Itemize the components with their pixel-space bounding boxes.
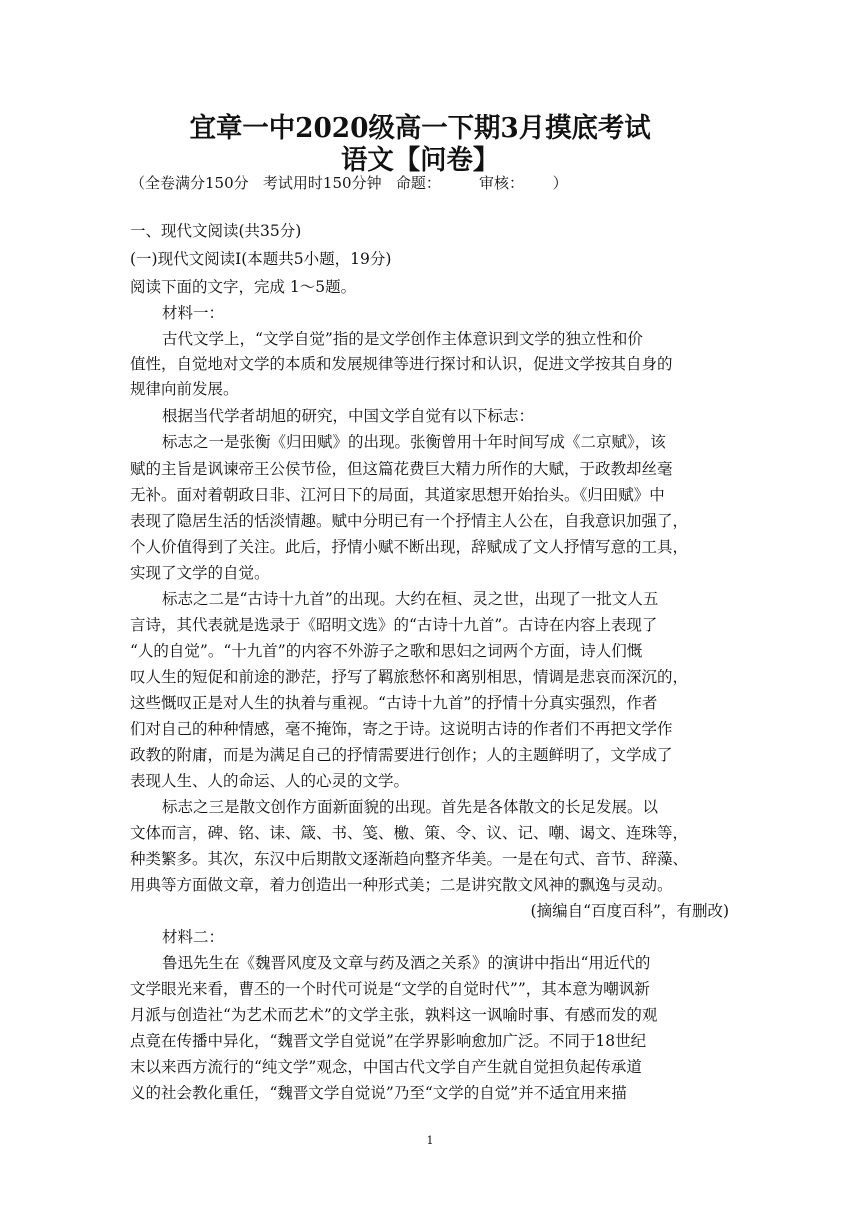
- material-one-line: 规律向前发展。: [130, 380, 239, 398]
- material-one-line: 古代文学上，“文学自觉”指的是文学创作主体意识到文学的独立性和价: [162, 330, 643, 348]
- material-one-line: 根据当代学者胡旭的研究，中国文学自觉有以下标志：: [162, 407, 535, 425]
- material-one-line: 们对自己的种种情感，毫不掩饰，寄之于诗。这说明古诗的作者们不再把文学作: [130, 720, 673, 738]
- material-one-line: 种类繁多。其次，东汉中后期散文逐渐趋向整齐华美。一是在句式、音节、辞藻、: [130, 850, 689, 868]
- material-one-line: 文体而言，碑、铭、诔、箴、书、笺、檄、策、令、议、记、嘲、谒文、连珠等，: [130, 824, 689, 842]
- exam-title: 宜章一中2020级高一下期3月摸底考试: [189, 113, 651, 144]
- source-note: (摘编自“百度百科”，有删改): [530, 902, 729, 920]
- material-one-line: 用典等方面做文章，着力创造出一种形式美；二是讲究散文风神的飘逸与灵动。: [130, 876, 673, 894]
- exam-subject-title: 语文【问卷】: [340, 145, 500, 176]
- material-one-line: 值性，自觉地对文学的本质和发展规律等进行探讨和认识，促进文学按其自身的: [130, 355, 673, 373]
- material-two-line: 义的社会教化重任，“魏晋文学自觉说”乃至“文学的自觉”并不适宜用来描: [130, 1084, 627, 1102]
- material-one-line: 标志之一是张衡《归田赋》的出现。张衡曾用十年时间写成《二京赋》，该: [162, 433, 666, 451]
- page-number: 1: [426, 1134, 434, 1147]
- material-one-line: 表现了隐居生活的恬淡情趣。赋中分明已有一个抒情主人公在，自我意识加强了，: [130, 512, 689, 530]
- exam-info: （全卷满分150分 考试用时150分钟 命题： 审核： ）: [130, 174, 568, 192]
- material-two-line: 月派与创造社“为艺术而艺术”的文学主张，孰料这一讽喻时事、有感而发的观: [130, 1006, 658, 1024]
- material-one-line: 这些慨叹正是对人生的执着与重视。“古诗十九首”的抒情十分真实强烈，作者: [130, 694, 658, 712]
- material-one-line: 叹人生的短促和前途的渺茫，抒写了羁旅愁怀和离别相思，情调是悲哀而深沉的，: [130, 668, 689, 686]
- material-two-line: 文学眼光来看，曹丕的一个时代可说是“文学的自觉时代””，其本意为嘲讽新: [130, 980, 650, 998]
- material-one-label: 材料一：: [162, 304, 225, 322]
- section-heading: 一、现代文阅读(共35分): [130, 222, 302, 240]
- material-one-line: 实现了文学的自觉。: [130, 564, 270, 582]
- material-one-line: 无补。面对着朝政日非、江河日下的局面，其道家思想开始抬头。《归田赋》中: [130, 486, 665, 504]
- material-one-line: 标志之三是散文创作方面新面貌的出现。首先是各体散文的长足发展。以: [162, 798, 659, 816]
- material-one-line: 表现人生、人的命运、人的心灵的文学。: [130, 772, 410, 790]
- material-one-line: 标志之二是“古诗十九首”的出现。大约在桓、灵之世，出现了一批文人五: [162, 590, 659, 608]
- material-one-line: 赋的主旨是讽谏帝王公侯节俭，但这篇花费巨大精力所作的大赋，于政教却丝毫: [130, 460, 673, 478]
- material-two-line: 点竟在传播中异化，“魏晋文学自觉说”在学界影响愈加广泛。不同于18世纪: [130, 1032, 647, 1050]
- reading-instruction: 阅读下面的文字，完成 1～5题。: [130, 278, 357, 296]
- material-one-line: “人的自觉”。“十九首”的内容不外游子之歌和思妇之词两个方面，诗人们慨: [130, 642, 643, 660]
- material-two-line: 末以来西方流行的“纯文学”观念，中国古代文学自产生就自觉担负起传承道: [130, 1058, 642, 1076]
- material-one-line: 个人价值得到了关注。此后，抒情小赋不断出现，辞赋成了文人抒情写意的工具，: [130, 538, 689, 556]
- material-two-label: 材料二：: [162, 928, 225, 946]
- material-one-line: 言诗，其代表就是选录于《昭明文选》的“古诗十九首”。古诗在内容上表现了: [130, 616, 658, 634]
- material-one-line: 政教的附庸，而是为满足自己的抒情需要进行创作；人的主题鲜明了，文学成了: [130, 746, 673, 764]
- material-two-line: 鲁迅先生在《魏晋风度及文章与药及酒之关系》的演讲中指出“用近代的: [162, 954, 651, 972]
- subsection-heading: (一)现代文阅读Ⅰ(本题共5小题，19分): [130, 250, 392, 268]
